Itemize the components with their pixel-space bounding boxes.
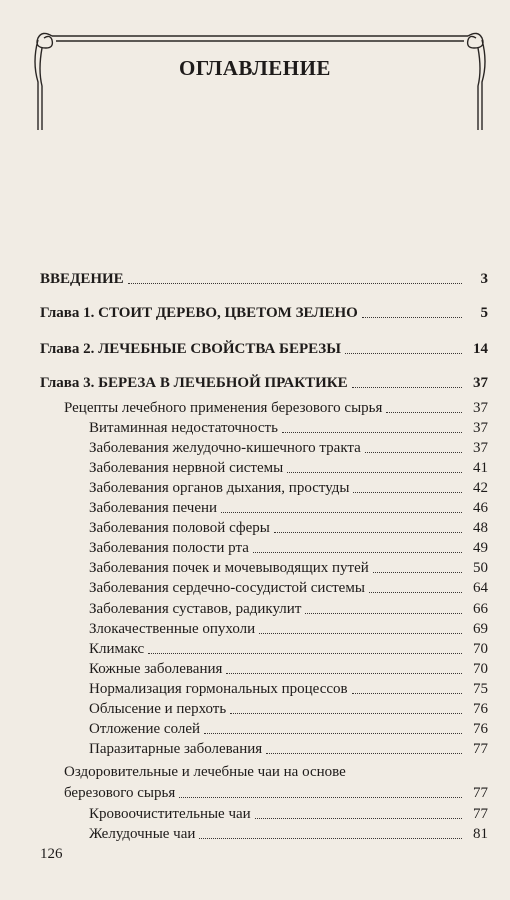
toc-entry: Паразитарные заболевания 77 [89,741,488,757]
toc-entry: Злокачественные опухоли 69 [89,621,488,637]
toc-entry: Заболевания сердечно-сосудистой системы 64 [89,580,488,596]
toc-entry: Облысение и перхоть 76 [89,701,488,717]
toc-entry: Заболевания желудочно-кишечного тракта 37 [89,440,488,456]
toc-entry: Отложение солей 76 [89,721,488,737]
page-title: ОГЛАВЛЕНИЕ [179,56,331,80]
toc-entry: Заболевания печени 46 [89,500,488,516]
toc-entry: Заболевания органов дыхания, простуды 42 [89,480,488,496]
toc-entry: Заболевания суставов, радикулит 66 [89,601,488,617]
toc-entry: Рецепты лечебного применения березового сырья 37 [64,400,488,416]
toc-entry: Глава 1. СТОИТ ДЕРЕВО, ЦВЕТОМ ЗЕЛЕНО 5 [40,305,488,321]
toc-entry: Заболевания половой сферы 48 [89,520,488,536]
toc-entry: Глава 3. БЕРЕЗА В ЛЕЧЕБНОЙ ПРАКТИКЕ 37 [40,375,488,391]
toc-entry: Кровоочистительные чаи 77 [89,806,488,822]
toc-entry: Кожные заболевания 70 [89,661,488,677]
toc-entry: ВВЕДЕНИЕ 3 [40,271,488,287]
toc-entry: Заболевания нервной системы 41 [89,460,488,476]
toc-entry: березового сырья 77 [64,785,488,801]
toc-entry: Заболевания почек и мочевыводящих путей 50 [89,560,488,576]
toc-entry: Желудочные чаи 81 [89,826,488,842]
page-number: 126 [40,846,63,862]
toc-entry: Заболевания полости рта 49 [89,540,488,556]
toc-entry: Нормализация гормональных процессов 75 [89,681,488,697]
toc-entry: Глава 2. ЛЕЧЕБНЫЕ СВОЙСТВА БЕРЕЗЫ 14 [40,341,488,357]
toc-entry-line: Оздоровительные и лечебные чаи на основе [64,764,346,780]
toc-entry: Витаминная недостаточность 37 [89,420,488,436]
toc-entry: Климакс 70 [89,641,488,657]
